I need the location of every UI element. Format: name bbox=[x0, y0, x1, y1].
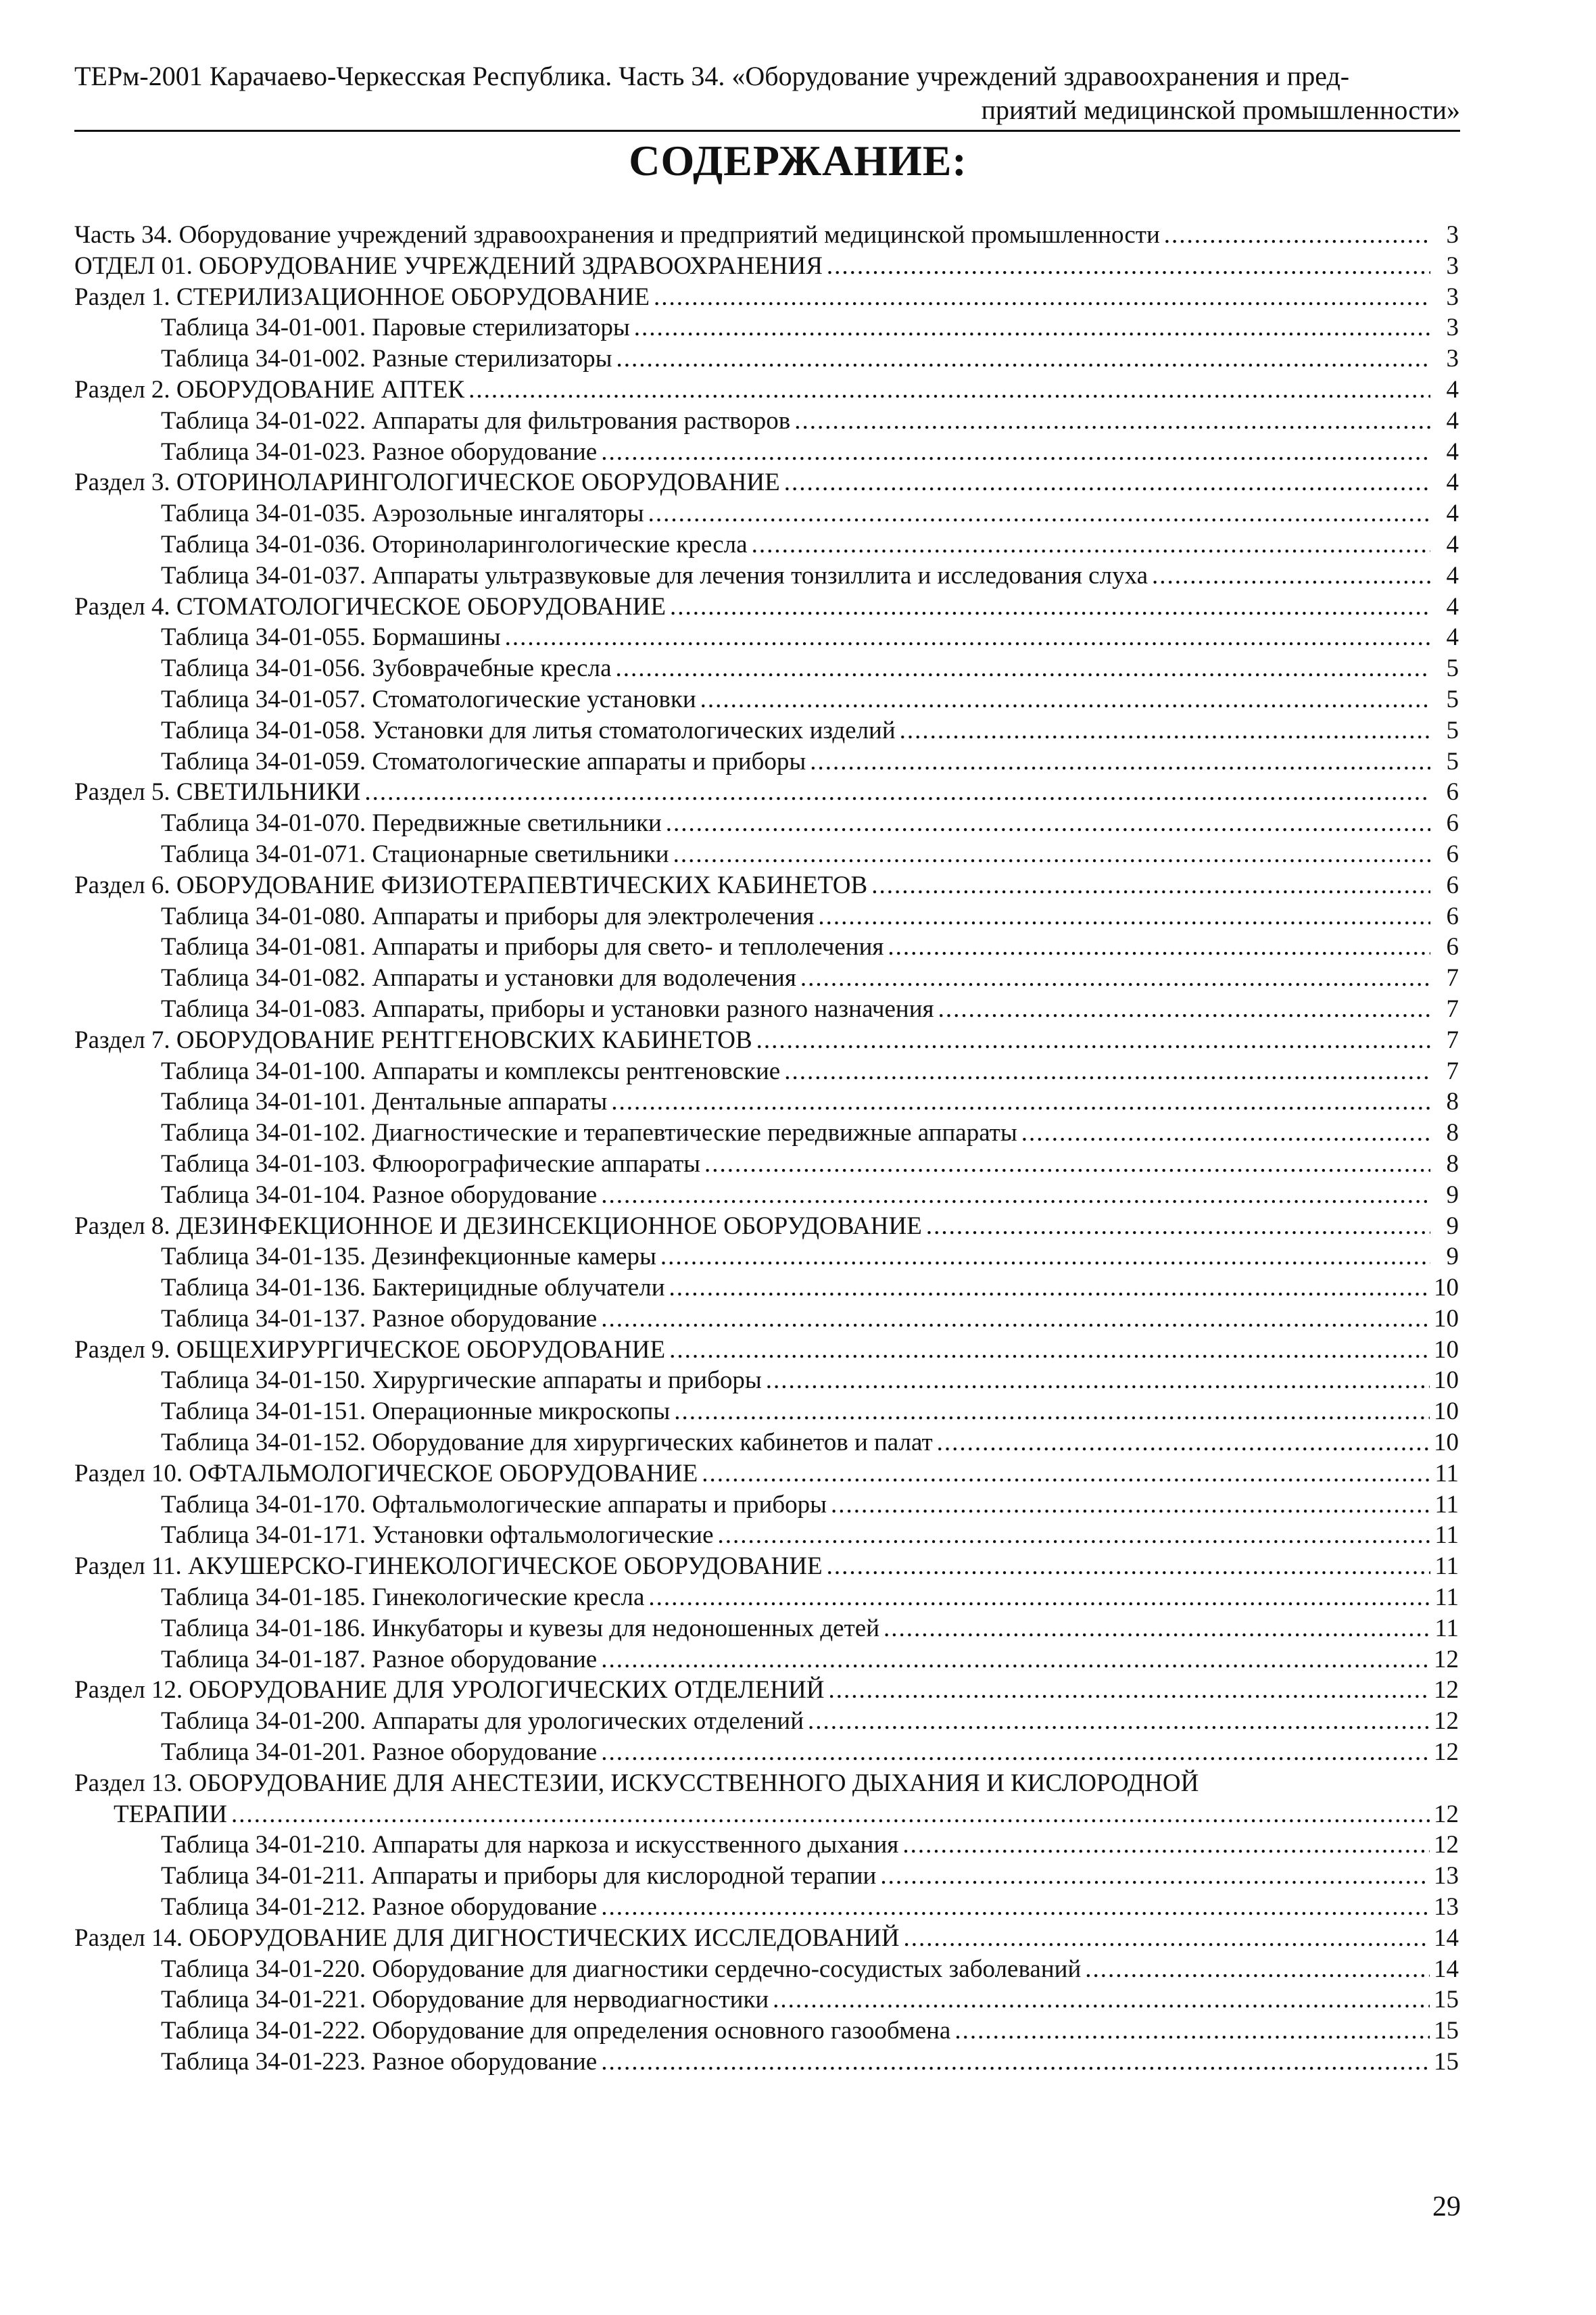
toc-entry-page: 15 bbox=[1434, 2048, 1459, 2076]
toc-entry-page: 10 bbox=[1434, 1366, 1459, 1395]
toc-entry-label: Таблица 34-01-223. Разное оборудование bbox=[161, 2048, 598, 2076]
dot-leader bbox=[601, 1180, 1430, 1211]
toc-entry-label: Таблица 34-01-136. Бактерицидные облучатели bbox=[161, 1274, 665, 1302]
toc-entry-label: Таблица 34-01-185. Гинекологические кресла bbox=[161, 1583, 645, 1612]
toc-entry-label: Таблица 34-01-187. Разное оборудование bbox=[161, 1645, 598, 1673]
toc-entry-table[interactable] bbox=[161, 1427, 1459, 1458]
toc-entry-label: Раздел 10. ОФТАЛЬМОЛОГИЧЕСКОЕ ОБОРУДОВАНИЕ bbox=[74, 1459, 698, 1487]
toc-entry-label: Таблица 34-01-022. Аппараты для фильтрования растворов bbox=[161, 406, 791, 435]
toc-entry-page: 6 bbox=[1446, 809, 1459, 838]
table-of-contents bbox=[74, 220, 1459, 2078]
toc-entry-table[interactable] bbox=[161, 2047, 1459, 2078]
toc-entry-table[interactable] bbox=[161, 932, 1459, 963]
dot-leader bbox=[611, 1087, 1430, 1118]
dot-leader bbox=[669, 1335, 1430, 1366]
toc-entry-table[interactable] bbox=[161, 1984, 1459, 2015]
toc-entry-page: 3 bbox=[1446, 283, 1459, 311]
toc-entry-table[interactable] bbox=[161, 1149, 1459, 1180]
toc-entry-page: 4 bbox=[1446, 375, 1459, 404]
toc-entry-page: 4 bbox=[1446, 592, 1459, 621]
toc-entry-table[interactable] bbox=[161, 653, 1459, 684]
toc-entry-label: Раздел 12. ОБОРУДОВАНИЕ ДЛЯ УРОЛОГИЧЕСКИХ ОТДЕЛЕНИЙ bbox=[74, 1676, 825, 1704]
dot-leader bbox=[937, 1427, 1430, 1458]
toc-entry-table[interactable] bbox=[161, 1489, 1459, 1521]
toc-entry-label: ОТДЕЛ 01. ОБОРУДОВАНИЕ УЧРЕЖДЕНИЙ ЗДРАВООХРАНЕНИЯ bbox=[74, 252, 823, 280]
toc-entry-label: Таблица 34-01-103. Флюорографические аппараты bbox=[161, 1149, 701, 1178]
toc-entry-section[interactable] bbox=[74, 1335, 1459, 1366]
toc-entry-page: 14 bbox=[1434, 1955, 1459, 1983]
toc-entry-page: 11 bbox=[1434, 1583, 1459, 1612]
toc-entry-label: Таблица 34-01-101. Дентальные аппараты bbox=[161, 1088, 608, 1116]
toc-entry-page: 11 bbox=[1434, 1521, 1459, 1550]
toc-entry-page: 15 bbox=[1434, 1986, 1459, 2014]
dot-leader bbox=[766, 1365, 1430, 1396]
toc-entry-page: 10 bbox=[1434, 1429, 1459, 1457]
dot-leader bbox=[718, 1520, 1430, 1551]
toc-entry-page: 13 bbox=[1434, 1893, 1459, 1922]
dot-leader bbox=[904, 1923, 1430, 1954]
toc-entry-label: Таблица 34-01-055. Бормашины bbox=[161, 623, 501, 652]
toc-entry-page: 5 bbox=[1446, 716, 1459, 744]
toc-entry-label: Таблица 34-01-152. Оборудование для хирургических кабинетов и палат bbox=[161, 1429, 933, 1457]
dot-leader bbox=[505, 622, 1430, 653]
dot-leader bbox=[954, 2015, 1430, 2047]
toc-entry-table[interactable] bbox=[161, 1830, 1459, 1861]
toc-entry-page: 10 bbox=[1434, 1274, 1459, 1302]
toc-entry-table[interactable] bbox=[161, 343, 1459, 375]
dot-leader bbox=[231, 1799, 1430, 1830]
page-title: СОДЕРЖАНИЕ: bbox=[629, 137, 967, 185]
toc-entry-page: 9 bbox=[1446, 1243, 1459, 1271]
toc-entry-table[interactable] bbox=[161, 1180, 1459, 1211]
toc-entry-section[interactable] bbox=[74, 777, 1459, 808]
toc-entry-label: Таблица 34-01-100. Аппараты и комплексы рентгеновские bbox=[161, 1057, 781, 1085]
toc-entry-page: 3 bbox=[1446, 345, 1459, 373]
dot-leader bbox=[601, 2047, 1430, 2078]
toc-entry-section[interactable] bbox=[74, 1458, 1459, 1489]
toc-entry-label: Таблица 34-01-002. Разные стерилизаторы bbox=[161, 345, 612, 373]
toc-entry-table[interactable] bbox=[161, 1582, 1459, 1613]
toc-entry-page: 3 bbox=[1446, 252, 1459, 280]
running-header-line-2: приятий медицинской промышленности» bbox=[981, 95, 1460, 125]
toc-entry-section[interactable] bbox=[74, 1923, 1459, 1954]
toc-entry-table[interactable] bbox=[161, 312, 1459, 343]
toc-entry-page: 4 bbox=[1446, 530, 1459, 558]
toc-entry-table[interactable] bbox=[161, 994, 1459, 1025]
running-header-line-1: ТЕРм-2001 Карачаево-Черкесская Республика. Часть 34. «Оборудование учреждений здравоохранения и пред- bbox=[74, 61, 1350, 91]
toc-entry-table[interactable] bbox=[161, 1365, 1459, 1396]
dot-leader bbox=[884, 1613, 1430, 1644]
toc-entry-table[interactable] bbox=[161, 1861, 1459, 1892]
toc-entry-page: 15 bbox=[1434, 2017, 1459, 2045]
toc-entry-table[interactable] bbox=[161, 901, 1459, 932]
toc-entry-section[interactable] bbox=[74, 282, 1459, 313]
toc-entry-table[interactable] bbox=[161, 1087, 1459, 1118]
toc-entry-label: Раздел 3. ОТОРИНОЛАРИНГОЛОГИЧЕСКОЕ ОБОРУДОВАНИЕ bbox=[74, 469, 780, 497]
toc-entry-table[interactable] bbox=[161, 1056, 1459, 1087]
toc-entry-table[interactable] bbox=[161, 406, 1459, 437]
toc-entry-label: ТЕРАПИИ bbox=[114, 1800, 227, 1828]
toc-entry-label: Раздел 6. ОБОРУДОВАНИЕ ФИЗИОТЕРАПЕВТИЧЕСКИХ КАБИНЕТОВ bbox=[74, 871, 868, 899]
toc-entry-table[interactable] bbox=[161, 498, 1459, 529]
toc-entry-page: 6 bbox=[1446, 871, 1459, 899]
toc-entry-table[interactable] bbox=[161, 529, 1459, 560]
toc-entry-page: 6 bbox=[1446, 778, 1459, 807]
toc-entry-label: Таблица 34-01-221. Оборудование для нерводиагностики bbox=[161, 1986, 769, 2014]
toc-entry-page: 12 bbox=[1434, 1707, 1459, 1736]
toc-entry-label: Таблица 34-01-150. Хирургические аппараты и приборы bbox=[161, 1366, 762, 1395]
toc-entry-label: Раздел 7. ОБОРУДОВАНИЕ РЕНТГЕНОВСКИХ КАБИНЕТОВ bbox=[74, 1026, 752, 1054]
toc-entry-page: 4 bbox=[1446, 469, 1459, 497]
dot-leader bbox=[888, 932, 1430, 963]
dot-leader bbox=[1085, 1954, 1430, 1985]
toc-entry-page: 11 bbox=[1434, 1552, 1459, 1581]
toc-entry-label: Таблица 34-01-071. Стационарные светильники bbox=[161, 840, 669, 868]
toc-entry-page: 5 bbox=[1446, 654, 1459, 683]
toc-entry-section[interactable] bbox=[74, 1025, 1459, 1056]
header-rule bbox=[74, 130, 1460, 132]
dot-leader bbox=[1164, 220, 1430, 251]
toc-entry-table[interactable] bbox=[161, 1644, 1459, 1675]
dot-leader bbox=[784, 1056, 1430, 1087]
dot-leader bbox=[654, 282, 1430, 313]
toc-entry-label: Таблица 34-01-056. Зубоврачебные кресла bbox=[161, 654, 612, 683]
dot-leader bbox=[674, 1396, 1430, 1427]
toc-entry-table[interactable] bbox=[161, 808, 1459, 839]
toc-entry-page: 6 bbox=[1446, 840, 1459, 868]
dot-leader bbox=[601, 1892, 1430, 1923]
dot-leader bbox=[810, 746, 1430, 778]
toc-entry-label: Таблица 34-01-135. Дезинфекционные камеры bbox=[161, 1243, 656, 1271]
toc-entry-table[interactable] bbox=[161, 1892, 1459, 1923]
page-number: 29 bbox=[1432, 2191, 1461, 2222]
toc-entry-page: 5 bbox=[1446, 747, 1459, 775]
dot-leader bbox=[794, 406, 1430, 437]
toc-entry-section[interactable] bbox=[74, 1211, 1459, 1242]
toc-entry-page: 14 bbox=[1434, 1924, 1459, 1952]
toc-entry-page: 12 bbox=[1434, 1831, 1459, 1859]
dot-leader bbox=[1152, 560, 1430, 592]
toc-entry-section[interactable] bbox=[74, 251, 1459, 282]
toc-entry-table[interactable] bbox=[161, 1954, 1459, 1985]
toc-entry-page: 10 bbox=[1434, 1335, 1459, 1364]
dot-leader bbox=[648, 1582, 1430, 1613]
dot-leader bbox=[827, 251, 1430, 282]
toc-entry-page: 7 bbox=[1446, 1057, 1459, 1085]
toc-entry-label: Раздел 5. СВЕТИЛЬНИКИ bbox=[74, 778, 361, 807]
toc-entry-label: Раздел 11. АКУШЕРСКО-ГИНЕКОЛОГИЧЕСКОЕ ОБОРУДОВАНИЕ bbox=[74, 1552, 823, 1581]
toc-entry-page: 7 bbox=[1446, 995, 1459, 1023]
toc-entry-label: Таблица 34-01-212. Разное оборудование bbox=[161, 1893, 598, 1922]
toc-entry-page: 8 bbox=[1446, 1088, 1459, 1116]
dot-leader bbox=[827, 1551, 1430, 1582]
toc-entry-page: 12 bbox=[1434, 1645, 1459, 1673]
toc-entry-label: Таблица 34-01-082. Аппараты и установки для водолечения bbox=[161, 964, 796, 993]
dot-leader bbox=[704, 1149, 1430, 1180]
dot-leader bbox=[831, 1489, 1430, 1521]
toc-entry-table[interactable] bbox=[161, 746, 1459, 778]
dot-leader bbox=[773, 1984, 1430, 2015]
dot-leader bbox=[673, 839, 1430, 870]
toc-entry-label: Таблица 34-01-083. Аппараты, приборы и установки разного назначения bbox=[161, 995, 934, 1023]
dot-leader bbox=[784, 467, 1430, 498]
toc-entry-table[interactable] bbox=[161, 839, 1459, 870]
toc-entry-page: 4 bbox=[1446, 500, 1459, 528]
toc-entry-page: 8 bbox=[1446, 1119, 1459, 1147]
dot-leader bbox=[871, 870, 1430, 901]
toc-entry-page: 13 bbox=[1434, 1862, 1459, 1890]
toc-entry-label: Таблица 34-01-201. Разное оборудование bbox=[161, 1738, 598, 1767]
toc-entry-page: 11 bbox=[1434, 1459, 1459, 1487]
toc-entry-page: 4 bbox=[1446, 623, 1459, 652]
toc-entry-table[interactable] bbox=[161, 1272, 1459, 1304]
toc-entry-section[interactable] bbox=[74, 1551, 1459, 1582]
toc-entry-label: Таблица 34-01-070. Передвижные светильники bbox=[161, 809, 662, 838]
toc-entry-table[interactable] bbox=[161, 1396, 1459, 1427]
toc-entry-label: Раздел 4. СТОМАТОЛОГИЧЕСКОЕ ОБОРУДОВАНИЕ bbox=[74, 592, 666, 621]
dot-leader bbox=[616, 653, 1431, 684]
toc-entry-label: Таблица 34-01-222. Оборудование для определения основного газообмена bbox=[161, 2017, 951, 2045]
dot-leader bbox=[756, 1025, 1430, 1056]
dot-leader bbox=[808, 1706, 1430, 1737]
dot-leader bbox=[900, 715, 1430, 746]
toc-entry-table[interactable] bbox=[161, 2015, 1459, 2047]
toc-entry-label: Раздел 9. ОБЩЕХИРУРГИЧЕСКОЕ ОБОРУДОВАНИЕ bbox=[74, 1335, 666, 1364]
toc-entry-section[interactable] bbox=[74, 870, 1459, 901]
toc-entry-section[interactable] bbox=[74, 592, 1459, 623]
toc-entry-page: 12 bbox=[1434, 1676, 1459, 1704]
toc-entry-label: Таблица 34-01-080. Аппараты и приборы для электролечения bbox=[161, 902, 815, 930]
dot-leader bbox=[752, 529, 1430, 560]
toc-entry-page: 3 bbox=[1446, 314, 1459, 342]
toc-entry-section[interactable] bbox=[74, 467, 1459, 498]
toc-entry-page: 11 bbox=[1434, 1614, 1459, 1642]
toc-entry-table[interactable] bbox=[161, 622, 1459, 653]
toc-entry-label: Таблица 34-01-210. Аппараты для наркоза и искусственного дыхания bbox=[161, 1831, 899, 1859]
toc-entry-table[interactable] bbox=[161, 1241, 1459, 1272]
dot-leader bbox=[902, 1830, 1430, 1861]
toc-entry-page: 10 bbox=[1434, 1398, 1459, 1426]
toc-entry-section[interactable] bbox=[74, 375, 1459, 406]
toc-entry-label: Таблица 34-01-102. Диагностические и терапевтические передвижные аппараты bbox=[161, 1119, 1017, 1147]
toc-entry-label: Таблица 34-01-035. Аэрозольные ингаляторы bbox=[161, 500, 644, 528]
toc-entry-label: Таблица 34-01-151. Операционные микроскопы bbox=[161, 1398, 671, 1426]
toc-entry-table[interactable] bbox=[161, 1613, 1459, 1644]
dot-leader bbox=[670, 592, 1430, 623]
toc-entry-label: Таблица 34-01-211. Аппараты и приборы для кислородной терапии bbox=[161, 1862, 877, 1890]
toc-entry-table[interactable] bbox=[161, 1520, 1459, 1551]
toc-section-label: Раздел 13. ОБОРУДОВАНИЕ ДЛЯ АНЕСТЕЗИИ, ИСКУССТВЕННОГО ДЫХАНИЯ И КИСЛОРОДНОЙ bbox=[74, 1769, 1199, 1797]
toc-entry-page: 9 bbox=[1446, 1180, 1459, 1209]
toc-entry-page: 3 bbox=[1446, 221, 1459, 249]
toc-entry-label: Таблица 34-01-137. Разное оборудование bbox=[161, 1304, 598, 1333]
dot-leader bbox=[660, 1241, 1430, 1272]
toc-entry-label: Раздел 8. ДЕЗИНФЕКЦИОННОЕ И ДЕЗИНСЕКЦИОННОЕ ОБОРУДОВАНИЕ bbox=[74, 1212, 922, 1240]
toc-entry-page: 6 bbox=[1446, 902, 1459, 930]
toc-entry-page: 12 bbox=[1434, 1800, 1459, 1828]
toc-entry-page: 8 bbox=[1446, 1149, 1459, 1178]
dot-leader bbox=[880, 1861, 1430, 1892]
toc-entry-page: 4 bbox=[1446, 437, 1459, 466]
toc-entry-table[interactable] bbox=[161, 560, 1459, 592]
toc-entry-page: 5 bbox=[1446, 685, 1459, 713]
toc-entry-page: 7 bbox=[1446, 964, 1459, 993]
toc-entry-page: 4 bbox=[1446, 561, 1459, 590]
toc-entry-page: 11 bbox=[1434, 1490, 1459, 1519]
toc-entry-label: Таблица 34-01-171. Установки офтальмологические bbox=[161, 1521, 714, 1550]
toc-entry-table[interactable] bbox=[161, 715, 1459, 746]
dot-leader bbox=[601, 1304, 1430, 1335]
dot-leader bbox=[468, 375, 1430, 406]
toc-entry-label: Таблица 34-01-059. Стоматологические аппараты и приборы bbox=[161, 747, 806, 775]
toc-entry-label: Раздел 14. ОБОРУДОВАНИЕ ДЛЯ ДИГНОСТИЧЕСКИХ ИССЛЕДОВАНИЙ bbox=[74, 1924, 900, 1952]
dot-leader bbox=[601, 1644, 1430, 1675]
toc-entry-label: Раздел 2. ОБОРУДОВАНИЕ АПТЕК bbox=[74, 375, 465, 404]
toc-entry-page: 6 bbox=[1446, 933, 1459, 961]
toc-entry-label: Таблица 34-01-037. Аппараты ультразвуковые для лечения тонзиллита и исследования слуха bbox=[161, 561, 1148, 590]
toc-entry-page: 4 bbox=[1446, 406, 1459, 435]
dot-leader bbox=[938, 994, 1430, 1025]
running-header bbox=[74, 59, 1460, 127]
dot-leader bbox=[669, 1272, 1430, 1304]
dot-leader bbox=[634, 312, 1430, 343]
toc-entry-label: Таблица 34-01-057. Стоматологические установки bbox=[161, 685, 696, 713]
toc-entry-section[interactable] bbox=[74, 220, 1459, 251]
toc-entry-table[interactable] bbox=[161, 1737, 1459, 1768]
dot-leader bbox=[700, 684, 1430, 715]
toc-entry-label: Таблица 34-01-200. Аппараты для урологических отделений bbox=[161, 1707, 804, 1736]
toc-entry-label: Таблица 34-01-001. Паровые стерилизаторы bbox=[161, 314, 630, 342]
toc-entry-table[interactable] bbox=[161, 1706, 1459, 1737]
toc-entry-page: 12 bbox=[1434, 1738, 1459, 1767]
toc-entry-page: 7 bbox=[1446, 1026, 1459, 1054]
dot-leader bbox=[364, 777, 1430, 808]
dot-leader bbox=[648, 498, 1430, 529]
toc-entry-label: Таблица 34-01-186. Инкубаторы и кувезы для недоношенных детей bbox=[161, 1614, 879, 1642]
toc-entry-label: Таблица 34-01-058. Установки для литья стоматологических изделий bbox=[161, 716, 896, 744]
toc-entry-label: Раздел 1. СТЕРИЛИЗАЦИОННОЕ ОБОРУДОВАНИЕ bbox=[74, 283, 650, 311]
dot-leader bbox=[818, 901, 1430, 932]
toc-entry-label: Таблица 34-01-023. Разное оборудование bbox=[161, 437, 598, 466]
toc-entry-page: 10 bbox=[1434, 1304, 1459, 1333]
toc-entry-label: Таблица 34-01-104. Разное оборудование bbox=[161, 1180, 598, 1209]
toc-entry-table[interactable] bbox=[161, 1304, 1459, 1335]
toc-entry-section[interactable] bbox=[74, 1675, 1459, 1706]
dot-leader bbox=[800, 963, 1430, 994]
toc-entry-label: Таблица 34-01-081. Аппараты и приборы для свето- и теплолечения bbox=[161, 933, 884, 961]
toc-entry-label: Часть 34. Оборудование учреждений здравоохранения и предприятий медицинской промышленности bbox=[74, 221, 1160, 249]
dot-leader bbox=[616, 343, 1430, 375]
dot-leader bbox=[601, 1737, 1430, 1768]
dot-leader bbox=[601, 437, 1430, 468]
dot-leader bbox=[666, 808, 1430, 839]
toc-entry-table[interactable] bbox=[161, 963, 1459, 994]
toc-entry-table[interactable] bbox=[161, 437, 1459, 468]
toc-entry-label: Таблица 34-01-036. Оториноларингологические кресла bbox=[161, 530, 748, 558]
toc-entry-table[interactable] bbox=[161, 684, 1459, 715]
dot-leader bbox=[926, 1211, 1430, 1242]
dot-leader bbox=[1021, 1118, 1430, 1149]
toc-entry-page: 9 bbox=[1446, 1212, 1459, 1240]
dot-leader bbox=[828, 1675, 1430, 1706]
toc-entry-label: Таблица 34-01-170. Офтальмологические аппараты и приборы bbox=[161, 1490, 827, 1519]
toc-entry-table[interactable] bbox=[161, 1118, 1459, 1149]
toc-entry-label: Таблица 34-01-220. Оборудование для диагностики сердечно-сосудистых заболеваний bbox=[161, 1955, 1082, 1983]
toc-entry-section[interactable] bbox=[114, 1799, 1459, 1830]
dot-leader bbox=[702, 1458, 1430, 1489]
